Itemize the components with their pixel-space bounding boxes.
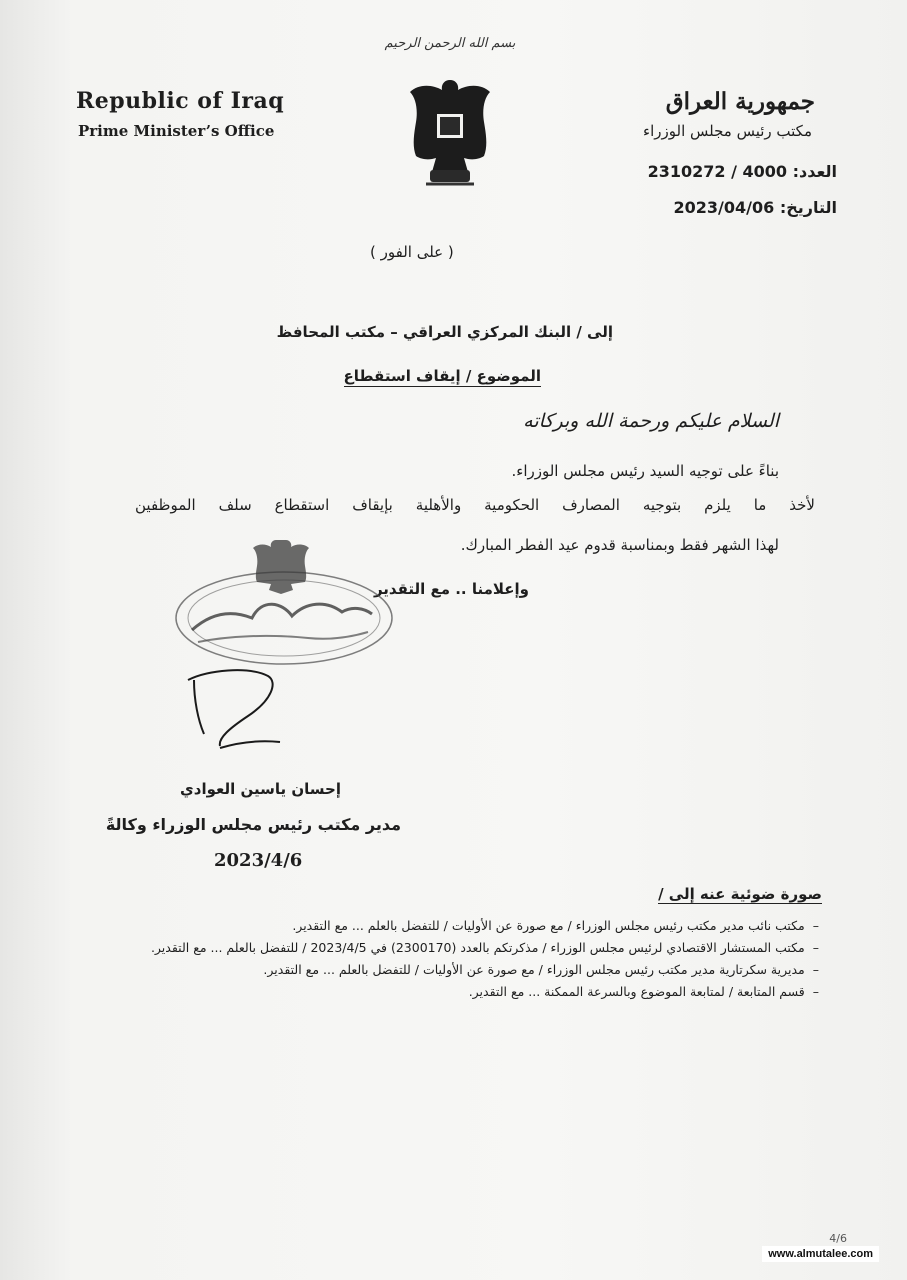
recipient: إلى / البنك المركزي العراقي – مكتب المحافظ (276, 323, 613, 341)
ar-title: جمهورية العراق (665, 88, 815, 115)
watermark: www.almutalee.com (762, 1246, 879, 1262)
date-row (673, 198, 837, 217)
eagle-emblem-icon (404, 74, 496, 196)
number-label: العدد: (792, 162, 837, 181)
cc-heading: صورة ضوئية عنه إلى / (658, 885, 822, 903)
page-number: 4/6 (829, 1232, 847, 1245)
number-value: 2310272 / 4000 (647, 162, 788, 181)
cc-list (99, 915, 819, 1003)
paragraph-1: بناءً على توجيه السيد رئيس مجلس الوزراء. (511, 462, 779, 480)
signatory-title: مدير مكتب رئيس مجلس الوزراء وكالةً (105, 815, 401, 834)
list-item: – مديرية سكرتارية مدير مكتب رئيس مجلس الوزراء / مع صورة عن الأوليات / للتفضل بالعلم ... مع التقدير. (263, 961, 819, 977)
subject: الموضوع / إيقاف استقطاع (343, 367, 541, 385)
paragraph-2: لأخذ ما يلزم بتوجيه المصارف الحكومية والأهلية بإيقاف استقطاع سلف الموظفين (135, 496, 815, 514)
list-item: – مكتب نائب مدير مكتب رئيس مجلس الوزراء / مع صورة عن الأوليات / للتفضل بالعلم ... مع التقدير. (292, 918, 819, 933)
signature-date: 2023/4/6 (214, 850, 303, 871)
number-row (648, 162, 837, 181)
paragraph-3: لهذا الشهر فقط وبمناسبة قدوم عيد الفطر المبارك. (460, 536, 779, 554)
list-item: – قسم المتابعة / لمتابعة الموضوع وبالسرعة الممكنة ... مع التقدير. (468, 983, 819, 999)
signatory-name: إحسان ياسين العوادي (180, 780, 341, 798)
signature-icon (180, 660, 300, 760)
date-value: 2023/04/06 (673, 198, 775, 217)
ar-subtitle: مكتب رئيس مجلس الوزراء (643, 122, 812, 140)
greeting: السلام عليكم ورحمة الله وبركاته (523, 410, 779, 432)
list-item: – مكتب المستشار الاقتصادي لرئيس مجلس الوزراء / مذكرتكم بالعدد (2300170) في 2023/4/5 / للتفضل بالعلم ... مع التقدير. (150, 939, 819, 955)
en-title: Republic of Iraq (76, 88, 285, 114)
basmala: بسم الله الرحمن الرحيم (384, 36, 516, 51)
en-subtitle: Prime Minister’s Office (78, 122, 275, 140)
date-label: التاريخ: (779, 198, 837, 217)
office-stamp-icon (168, 534, 400, 674)
closing: وإعلامنا .. مع التقدير (373, 580, 529, 598)
urgent-note: ( على الفور ) (370, 243, 454, 261)
